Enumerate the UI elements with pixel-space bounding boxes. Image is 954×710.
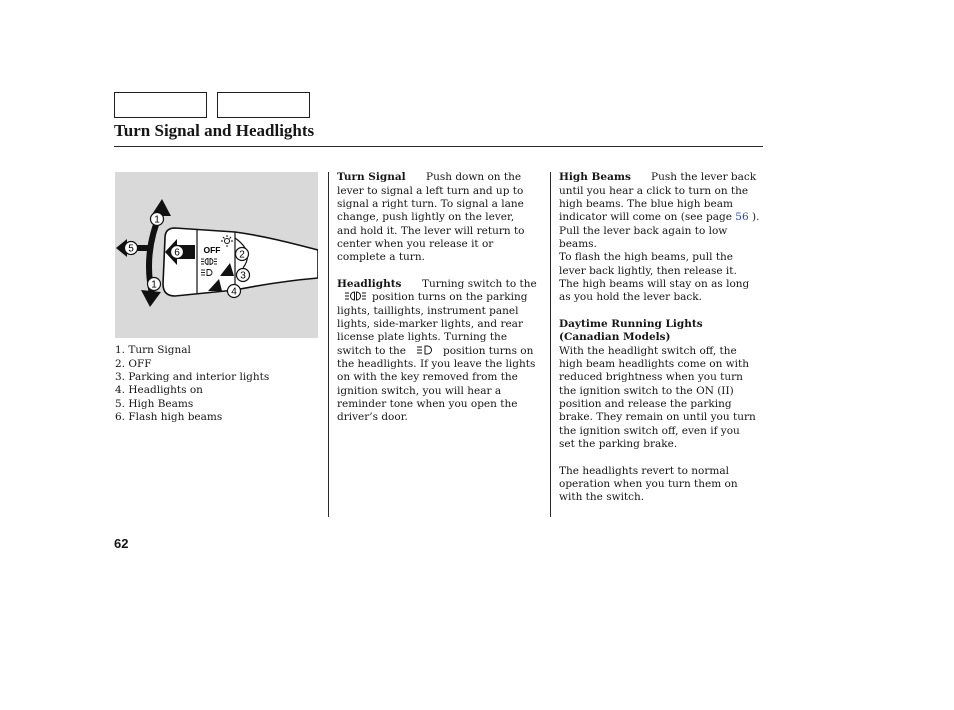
lever-illustration — [115, 172, 318, 338]
callout-6 — [171, 246, 184, 259]
callout-4 — [228, 285, 241, 298]
high-beams-lead-line — [559, 171, 759, 184]
turn-down-arrowhead — [141, 290, 161, 307]
callout-5-label: 5 — [128, 243, 134, 255]
page-number: 62 — [114, 536, 129, 551]
headlights-text-line: license plate lights. Turning the — [337, 331, 508, 344]
off-position-label: OFF — [203, 245, 221, 255]
turn-signal-text-line: change, push lightly on the lever, — [337, 211, 515, 224]
turn-signal-heading: Turn Signal — [337, 171, 406, 184]
lever-stalk — [163, 228, 318, 296]
drl-text-line: set the parking brake. — [559, 437, 678, 450]
turn-signal-text-line: complete a turn. — [337, 251, 425, 264]
drl-text-line: high beam headlights come on with — [559, 357, 749, 370]
high-beams-page-ref-line — [559, 211, 759, 224]
headlights-text-line: reminder tone when you open the — [337, 397, 518, 410]
figure-captions — [115, 344, 269, 424]
caption-item: 4. Headlights on — [115, 384, 203, 397]
headlights-text-line: lights, side-marker lights, and rear — [337, 317, 523, 330]
drl-revert-line: The headlights revert to normal — [559, 464, 729, 477]
flash-text-line: as you hold the lever back. — [559, 291, 703, 304]
callout-1-down-label: 1 — [151, 279, 157, 291]
drl-text-line: the ignition switch to the ON (II) — [559, 384, 734, 397]
caption-item: 3. Parking and interior lights — [115, 370, 270, 383]
high-beams-text-line: until you hear a click to turn on the — [559, 184, 749, 197]
page-56-link[interactable]: 56 — [735, 211, 749, 224]
drl-revert-line: operation when you turn them on — [559, 477, 738, 490]
headlights-lead-line — [337, 278, 537, 291]
drl-text-line: position and release the parking — [559, 397, 732, 410]
headlights-text: position turns on the parking — [372, 291, 528, 304]
callout-1-down — [148, 278, 161, 291]
headlights-icon — [417, 345, 433, 359]
lever-illustration-svg — [115, 172, 318, 338]
callout-3 — [237, 269, 250, 282]
parking-lights-icon — [345, 291, 366, 305]
high-beams-text: indicator will come on (see page — [559, 211, 732, 224]
callout-2 — [236, 248, 249, 261]
headlights-heading: Headlights — [337, 277, 402, 290]
headlights-text-line: lights, taillights, instrument panel — [337, 304, 519, 317]
high-beams-text: Push the lever back — [651, 171, 757, 184]
high-beams-text: ). — [752, 211, 760, 224]
flash-text-line: lever back lightly, then release it. — [559, 264, 737, 277]
nav-button-left[interactable] — [114, 92, 207, 118]
daytime-running-lights-heading: Daytime Running Lights — [559, 317, 703, 330]
headlights-text-line: ignition switch, you will hear a — [337, 384, 502, 397]
headlights-text-line: the headlights. If you leave the lights — [337, 357, 536, 370]
caption-item: 6. Flash high beams — [115, 410, 223, 423]
page-title: Turn Signal and Headlights — [114, 121, 315, 140]
middle-column — [337, 171, 537, 424]
high-beams-text-line: beams. — [559, 237, 597, 250]
drl-text-line: brake. They remain on until you turn — [559, 411, 756, 424]
callout-6-label: 6 — [174, 247, 180, 259]
callout-2-label: 2 — [239, 249, 245, 261]
column-divider-right — [550, 172, 551, 517]
callout-3-label: 3 — [240, 270, 246, 282]
callout-5 — [125, 242, 138, 255]
turn-signal-text-line: signal a right turn. To signal a lane — [337, 197, 524, 210]
turn-signal-text: Push down on the — [426, 171, 522, 184]
title-rule — [114, 146, 763, 147]
headlights-text: Turning switch to the — [422, 277, 537, 290]
turn-signal-lead-line — [337, 171, 537, 184]
turn-signal-text-line: lever to signal a left turn and up to — [337, 184, 524, 197]
blank-line — [337, 265, 537, 278]
nav-button-right[interactable] — [217, 92, 310, 118]
drl-text-line: the ignition switch off, even if you — [559, 424, 740, 437]
headlights-text: switch to the — [337, 344, 407, 357]
right-column — [559, 171, 759, 504]
headlights-text: position turns on — [443, 344, 534, 357]
headlights-text-line: on with the key removed from the — [337, 371, 518, 384]
turn-signal-text-line: and hold it. The lever will return to — [337, 224, 525, 237]
caption-item: 1. Turn Signal — [115, 344, 191, 357]
headlights-switch-line — [337, 345, 537, 358]
drl-text-line: With the headlight switch off, the — [559, 344, 737, 357]
callout-4-label: 4 — [231, 286, 237, 298]
drl-text-line: reduced brightness when you turn — [559, 371, 743, 384]
callout-1-up-label: 1 — [154, 214, 160, 226]
drl-revert-line: with the switch. — [559, 491, 645, 504]
high-beams-text-line: high beams. The blue high beam — [559, 197, 733, 210]
headlights-parking-line — [337, 291, 537, 304]
daytime-running-lights-subheading: (Canadian Models) — [559, 331, 671, 344]
caption-item: 2. OFF — [115, 357, 152, 370]
blank-line — [559, 451, 759, 464]
headlights-text-line: driver’s door. — [337, 411, 408, 424]
caption-item: 5. High Beams — [115, 397, 194, 410]
turn-signal-text-line: center when you release it or — [337, 237, 494, 250]
callout-1-up — [151, 213, 164, 226]
high-beams-heading: High Beams — [559, 171, 631, 184]
blank-line — [559, 305, 759, 318]
high-beams-text-line: Pull the lever back again to low — [559, 224, 728, 237]
flash-text-line: The high beams will stay on as long — [559, 277, 750, 290]
column-divider-left — [328, 172, 329, 517]
flash-text-line: To flash the high beams, pull the — [559, 251, 734, 264]
